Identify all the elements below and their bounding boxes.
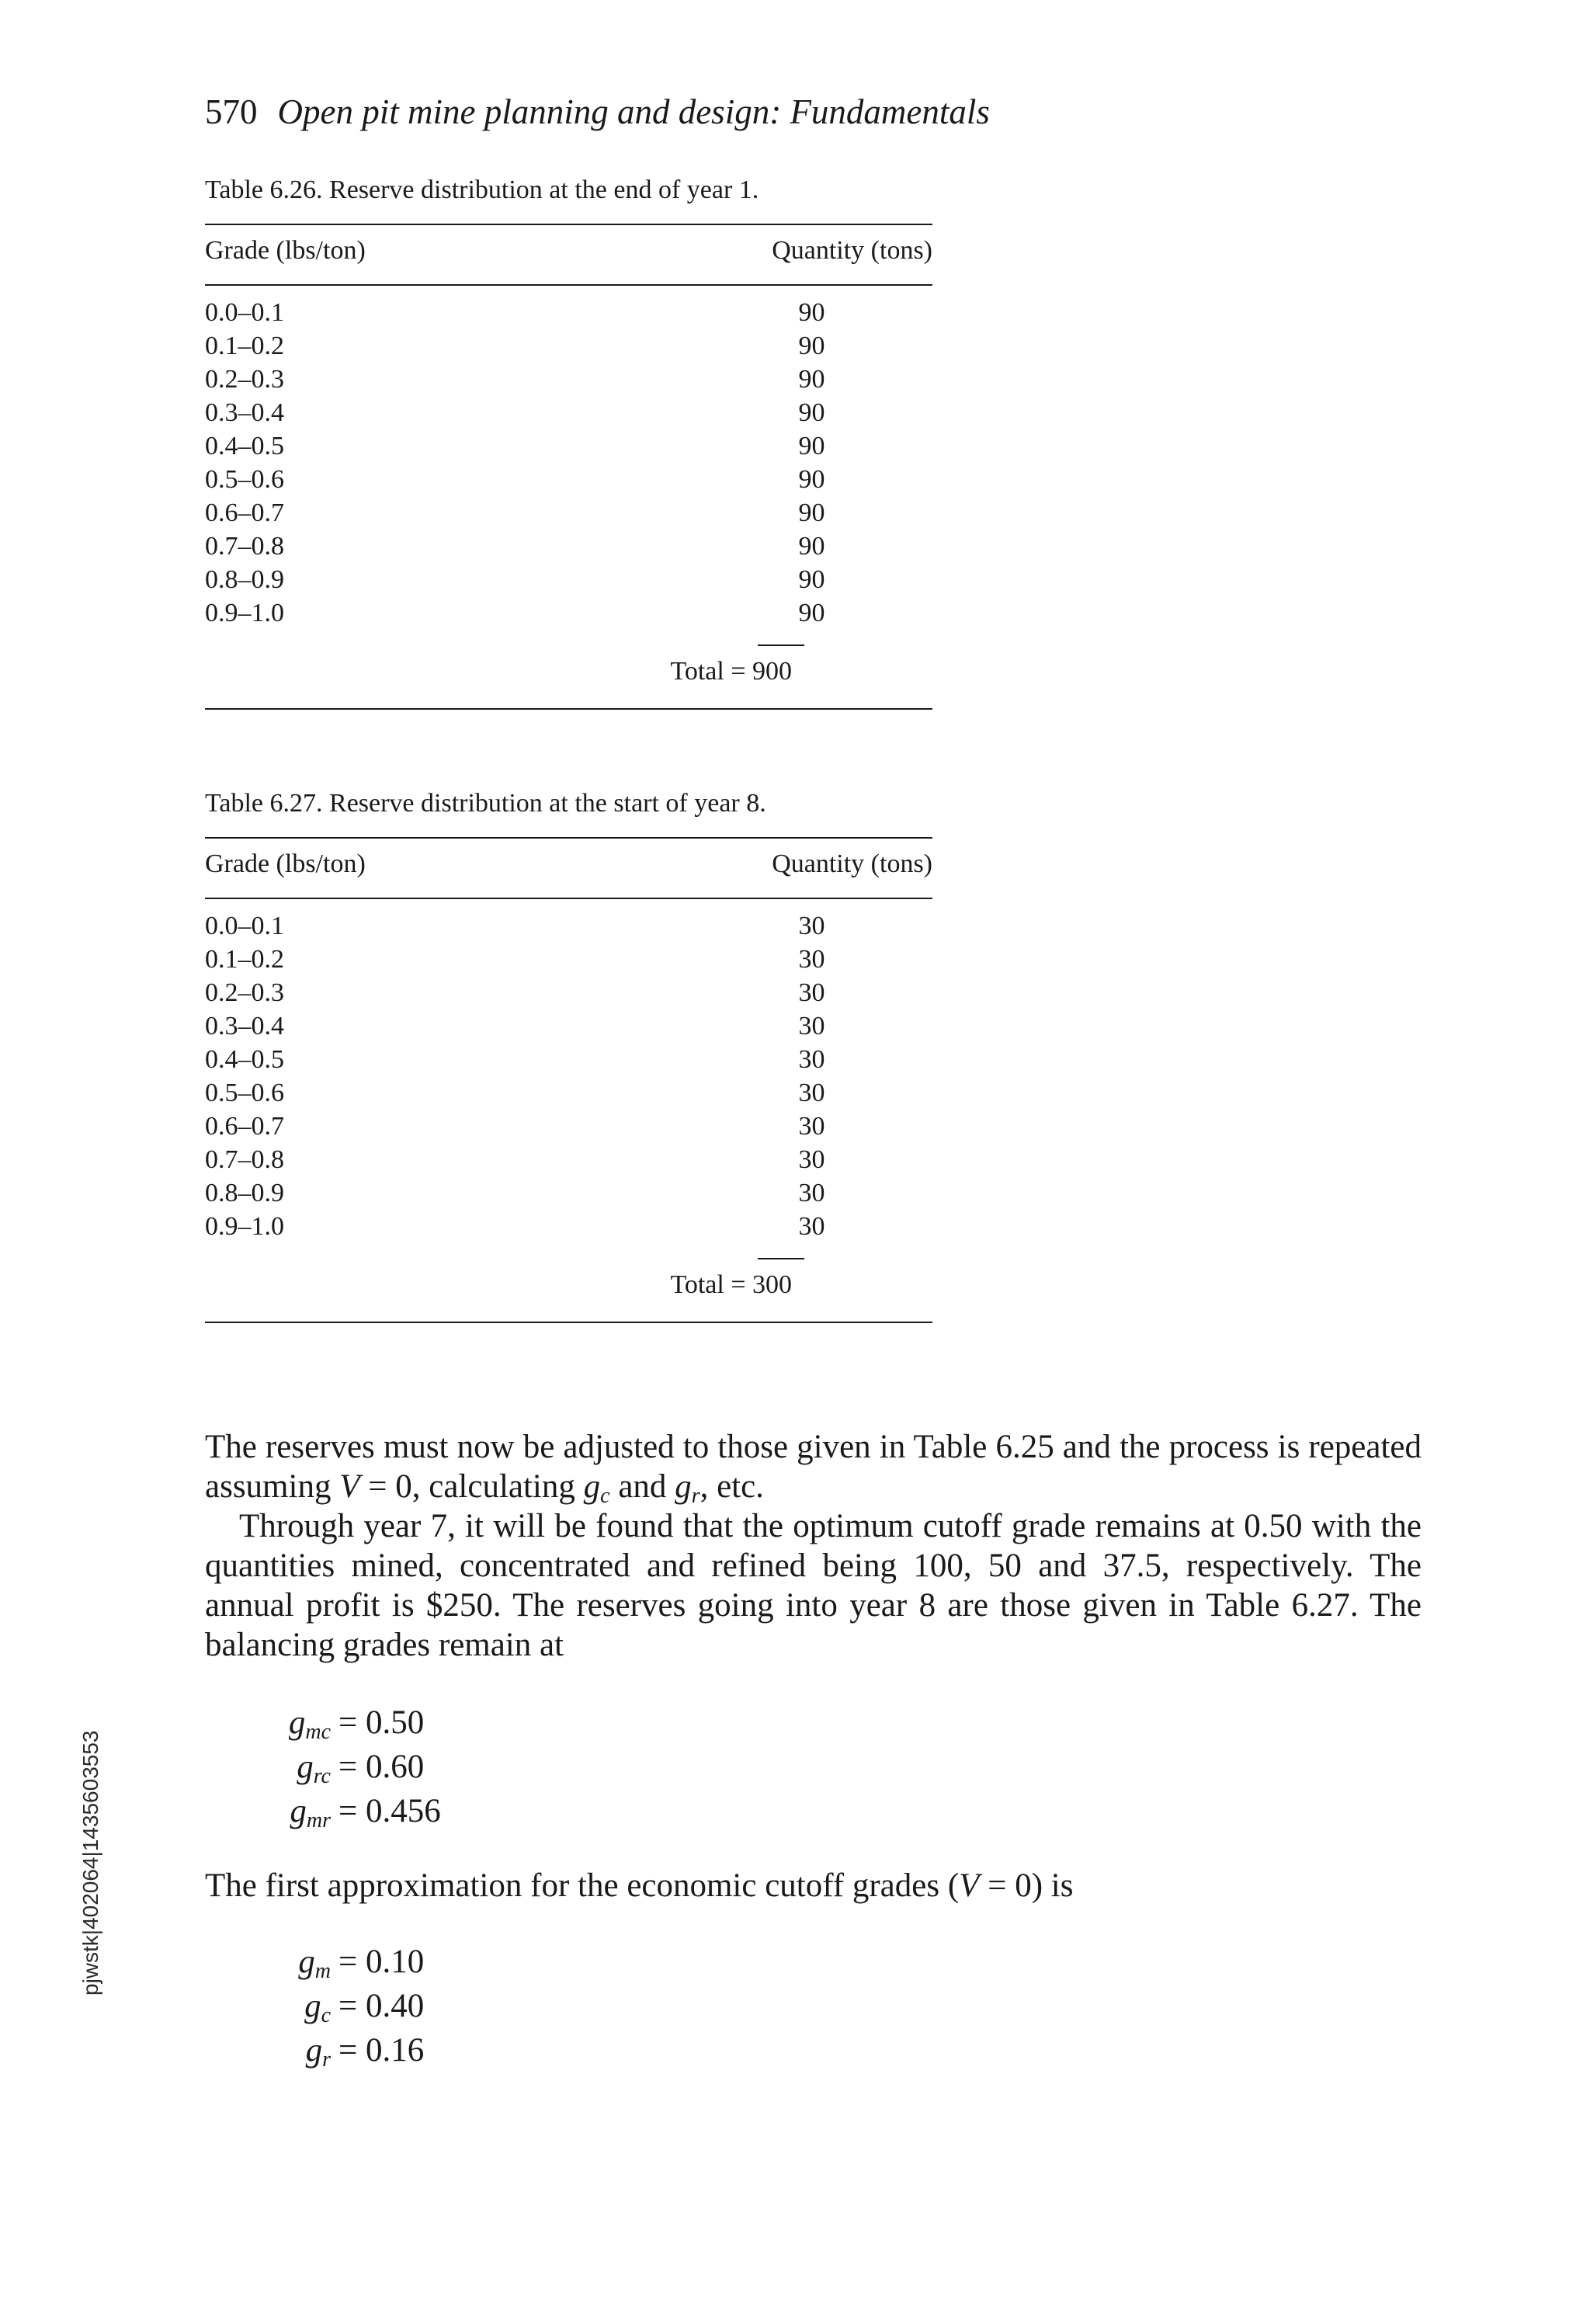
quantity-cell: 90 [798,565,825,594]
table-total [670,1270,792,1300]
page-number: 570 [205,92,258,131]
table-row [205,465,932,498]
quantity-cell: 30 [798,1179,825,1207]
table-row [205,912,932,945]
grade-cell: 0.2–0.3 [205,978,284,1007]
var-v: V [959,1867,980,1904]
table-row [205,1179,932,1212]
paragraph-1 [205,1427,1422,1506]
paragraph-3-line [205,1866,1422,1905]
col-header-quantity: Quantity (tons) [772,236,932,265]
quantity-cell: 90 [798,365,825,394]
table-row [205,945,932,978]
equation-rhs: = 0.10 [338,1944,425,1980]
subscript: c [321,2003,331,2027]
grade-cell: 0.3–0.4 [205,398,284,427]
table-bottom-rule [205,708,932,710]
grade-cell: 0.0–0.1 [205,298,284,327]
subscript: mr [306,1808,331,1832]
equation-rhs: = 0.40 [338,1988,425,2024]
body-text [205,1427,1422,1665]
paragraph-1-text: , etc. [700,1468,764,1505]
grade-cell: 0.7–0.8 [205,1145,284,1174]
quantity-cell: 30 [798,1045,825,1074]
running-head [205,92,990,132]
table-row [205,1145,932,1179]
table-top-rule [205,224,932,225]
header-rule [205,284,932,286]
grade-cell: 0.9–1.0 [205,1212,284,1241]
var-g: g [288,1704,306,1741]
quantity-cell: 90 [798,532,825,561]
paragraph-1-text: The reserves must now be adjusted to those given in Table 6.25 and the process is repeated assuming [205,1429,1422,1505]
total-value: 900 [752,657,792,686]
equation-gc [284,1987,424,2025]
equation-rhs: = 0.50 [338,1704,425,1741]
quantity-cell: 30 [798,912,825,940]
grade-cell: 0.0–0.1 [205,912,284,940]
paragraph-3-text: = 0) is [979,1867,1074,1904]
subscript: mc [305,1720,331,1744]
total-label: Total = [670,657,752,686]
col-header-grade: Grade (lbs/ton) [205,236,366,265]
quantity-cell: 30 [798,945,825,974]
paragraph-2: Through year 7, it will be found that the optimum cutoff grade remains at 0.50 with the quantities mined, concentrated and refined being 100, 50 and 37.5, respectively. The annual profit is $250. The reserves going into year 8 are those given in Table 6.27. The balancing grades remain at [205,1508,1422,1663]
paragraph-1-text: = 0, calculating [359,1468,584,1505]
quantity-cell: 90 [798,599,825,627]
table-total [670,657,792,686]
grade-cell: 0.5–0.6 [205,1079,284,1107]
grade-cell: 0.2–0.3 [205,365,284,394]
subscript: r [322,2048,331,2072]
sum-line [758,644,804,646]
table-row [205,1079,932,1112]
equation-grc [284,1748,424,1786]
var-g: g [675,1468,692,1505]
quantity-cell: 30 [798,1079,825,1107]
equation-gm [284,1943,424,1981]
book-title: Open pit mine planning and design [277,92,770,131]
equation-rhs: = 0.16 [338,2032,425,2069]
quantity-cell: 30 [798,1212,825,1241]
quantity-cell: 30 [798,1012,825,1040]
grade-cell: 0.6–0.7 [205,1112,284,1141]
grade-cell: 0.1–0.2 [205,332,284,360]
grade-cell: 0.1–0.2 [205,945,284,974]
col-header-grade: Grade (lbs/ton) [205,849,366,878]
equation-rhs: = 0.60 [338,1749,425,1785]
table-caption: Table 6.26. Reserve distribution at the end of year 1. [205,175,759,204]
paragraph-1-text: and [609,1468,675,1505]
var-v: V [339,1468,360,1505]
subscript: rc [313,1764,331,1788]
subscript-r: r [691,1484,700,1508]
var-g: g [583,1468,601,1505]
table-row [205,498,932,532]
grade-cell: 0.6–0.7 [205,498,284,527]
grade-cell: 0.8–0.9 [205,565,284,594]
quantity-cell: 30 [798,978,825,1007]
table-row [205,599,932,632]
table-caption: Table 6.27. Reserve distribution at the start of year 8. [205,789,766,818]
grade-cell: 0.8–0.9 [205,1179,284,1207]
table-row [205,1112,932,1145]
table-bottom-rule [205,1322,932,1323]
table-row [205,565,932,599]
table-row [205,332,932,365]
quantity-cell: 90 [798,332,825,360]
var-g: g [297,1749,314,1785]
grade-cell: 0.5–0.6 [205,465,284,494]
table-row [205,398,932,432]
equation-gmr [284,1792,441,1830]
quantity-cell: 90 [798,432,825,460]
table-row [205,532,932,565]
sum-line [758,1258,804,1259]
var-g: g [305,2032,323,2069]
subscript: m [314,1959,331,1983]
grade-cell: 0.9–1.0 [205,599,284,627]
subscript-c: c [600,1484,610,1508]
quantity-cell: 90 [798,398,825,427]
quantity-cell: 90 [798,465,825,494]
total-label: Total = [670,1270,752,1299]
table-6-27 [205,789,932,1332]
var-g: g [298,1944,315,1980]
col-header-quantity: Quantity (tons) [772,849,932,878]
book-subtitle: : Fundamentals [769,92,990,131]
table-row [205,298,932,332]
grade-cell: 0.4–0.5 [205,432,284,460]
quantity-cell: 90 [798,298,825,327]
grade-cell: 0.3–0.4 [205,1012,284,1040]
equation-gmc [284,1704,424,1742]
grade-cell: 0.4–0.5 [205,1045,284,1074]
equation-rhs: = 0.456 [338,1793,441,1829]
table-row [205,1045,932,1079]
grade-cell: 0.7–0.8 [205,532,284,561]
table-row [205,978,932,1012]
total-value: 300 [752,1270,792,1299]
var-g: g [290,1793,307,1829]
table-row [205,1012,932,1045]
side-identifier: pjwstk|402064|1435603553 [78,1730,102,1996]
table-row [205,1212,932,1245]
table-6-26 [205,175,932,719]
header-rule [205,898,932,899]
quantity-cell: 90 [798,498,825,527]
quantity-cell: 30 [798,1112,825,1141]
quantity-cell: 30 [798,1145,825,1174]
var-g: g [304,1988,321,2024]
paragraph-3-text: The first approximation for the economic cutoff grades ( [205,1867,960,1904]
equation-gr [284,2031,425,2072]
table-row [205,365,932,398]
table-row [205,432,932,465]
paragraph-3 [205,1866,1422,1905]
table-top-rule [205,837,932,839]
